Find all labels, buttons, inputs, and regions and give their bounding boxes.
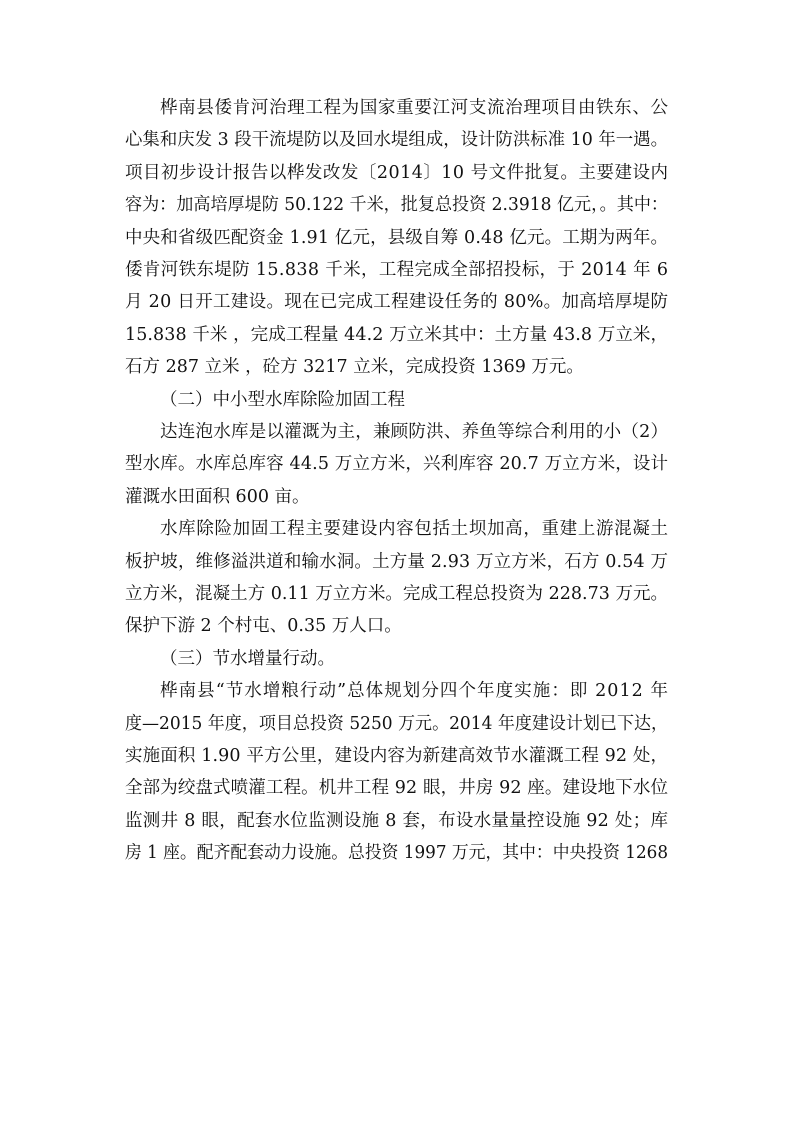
paragraph-line: 项目初步设计报告以桦发改发〔2014〕10 号文件批复。主要建设内 xyxy=(125,163,669,183)
paragraph-line: 监测井 8 眼，配套水位监测设施 8 套，布设水量量控设施 92 处；库 xyxy=(125,811,669,831)
paragraph-first-line: 桦南县倭肯河治理工程为国家重要江河支流治理项目由铁东、公 xyxy=(160,98,669,118)
paragraph-first-line: 水库除险加固工程主要建设内容包括土坝加高，重建上游混凝土 xyxy=(160,519,669,539)
paragraph-line: 灌溉水田面积 600 亩。 xyxy=(125,487,310,507)
paragraph-line: 15.838 千米 ，完成工程量 44.2 万立米其中：土方量 43.8 万立米， xyxy=(125,325,669,345)
paragraph-line: 立方米，混凝土方 0.11 万立方米。完成工程总投资为 228.73 万元。 xyxy=(125,584,669,604)
paragraph-line: 心集和庆发 3 段干流堤防以及回水堤组成，设计防洪标准 10 年一遇。 xyxy=(125,130,668,150)
paragraph-line: 保护下游 2 个村屯、0.35 万人口。 xyxy=(125,616,402,636)
paragraph-line: 全部为绞盘式喷灌工程。机井工程 92 眼，井房 92 座。建设地下水位 xyxy=(125,778,669,798)
paragraph-line: 板护坡，维修溢洪道和输水洞。土方量 2.93 万立方米，石方 0.54 万 xyxy=(125,552,669,572)
paragraph-line: 度—2015 年度，项目总投资 5250 万元。2014 年度建设计划已下达， xyxy=(125,714,669,734)
paragraph-first-line: （二）中小型水库除险加固工程 xyxy=(160,390,405,410)
paragraph-first-line: 达连泡水库是以灌溉为主，兼顾防洪、养鱼等综合利用的小（2） xyxy=(160,422,669,442)
paragraph-line: 中央和省级匹配资金 1.91 亿元，县级自筹 0.48 亿元。工期为两年。 xyxy=(125,228,669,248)
paragraph-first-line: （三）节水增量行动。 xyxy=(160,649,335,669)
paragraph-line: 型水库。水库总库容 44.5 万立方米，兴利库容 20.7 万立方米，设计 xyxy=(125,454,669,474)
paragraph-line: 容为：加高培厚堤防 50.122 千米，批复总投资 2.3918 亿元，。其中： xyxy=(125,195,669,215)
paragraph-first-line: 桦南县“节水增粮行动”总体规划分四个年度实施：即 2012 年 xyxy=(160,681,670,701)
paragraph-line: 月 20 日开工建设。现在已完成工程建设任务的 80%。加高培厚堤防 xyxy=(125,292,669,312)
paragraph-line: 房 1 座。配齐配套动力设施。总投资 1997 万元，其中：中央投资 1268 xyxy=(125,843,669,863)
paragraph-line: 石方 287 立米 ，砼方 3217 立米，完成投资 1369 万元。 xyxy=(125,357,584,377)
paragraph-line: 实施面积 1.90 平方公里，建设内容为新建高效节水灌溉工程 92 处， xyxy=(125,746,669,766)
paragraph-line: 倭肯河铁东堤防 15.838 千米，工程完成全部招投标，于 2014 年 6 xyxy=(125,260,669,280)
